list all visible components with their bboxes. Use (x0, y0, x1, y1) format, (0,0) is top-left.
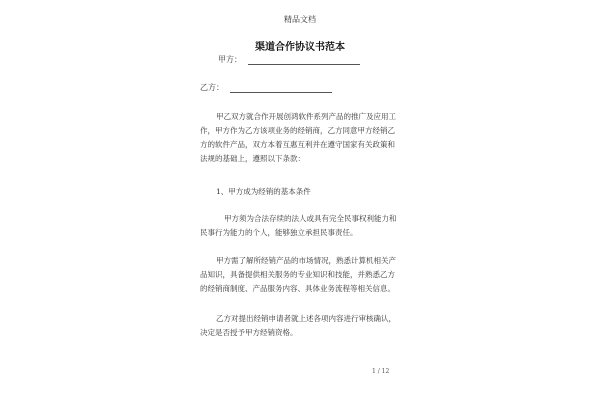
section-1-heading: 1、甲方成为经销的基本条件 (216, 187, 311, 196)
document-title: 渠道合作协议书范本 (255, 42, 345, 53)
party-a-qualification-paragraph: 甲方须为合法存续的法人或具有完全民事权利能力和民事行为能力的个人，能够独立承担民事责任。 (200, 214, 397, 237)
party-b-blank-line (230, 84, 332, 93)
party-a-field (218, 54, 360, 65)
party-b-review-paragraph: 乙方对提出经销申请者就上述各项内容进行审核确认，决定是否授予甲方经销资格。 (200, 314, 396, 337)
party-a-label: 甲方： (218, 55, 242, 64)
party-a-blank-line (248, 56, 360, 65)
party-b-label: 乙方： (200, 83, 224, 92)
party-b-field (200, 82, 332, 93)
header-label: 精品文档 (284, 15, 316, 24)
page-number: 1 / 12 (372, 368, 390, 375)
intro-paragraph: 甲乙双方就合作开展创鸿软件系列产品的推广及应用工作，甲方作为乙方该项业务的经销商，乙方同意甲方经销乙方的软件产品，双方本着互惠互利并在遵守国家有关政策和法规的基础上，遵照以下条款： (200, 112, 396, 163)
party-a-knowledge-paragraph: 甲方需了解所经销产品的市场情况，熟悉计算机相关产品知识，具备提供相关服务的专业知识和技能，并熟悉乙方的经销商制度、产品服务内容、具体业务流程等相关信息。 (200, 256, 396, 293)
